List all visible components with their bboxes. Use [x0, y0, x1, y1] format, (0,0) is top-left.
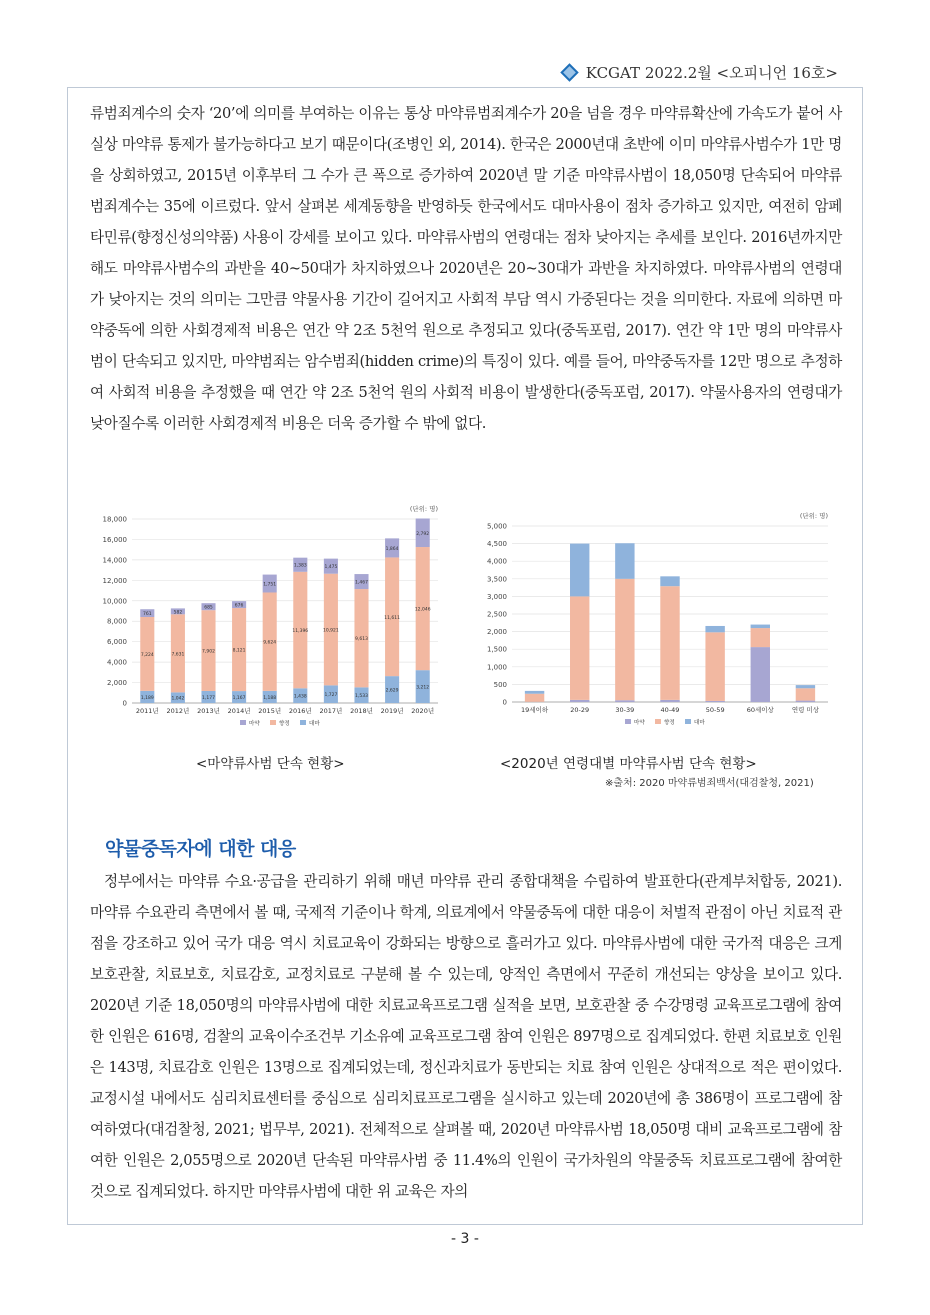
bar-segment	[660, 576, 679, 586]
legend-label: 마약	[249, 721, 260, 727]
bar-value-label: 1,533	[355, 694, 368, 700]
y-tick-label: 4,000	[486, 557, 507, 566]
bar-value-label: 1,727	[324, 693, 338, 699]
bar-segment	[705, 632, 724, 701]
bar-segment	[615, 579, 634, 700]
bar-value-label: 8,121	[232, 648, 246, 654]
bar-value-label: 11,396	[292, 629, 309, 635]
y-tick-label: 2,000	[486, 628, 507, 637]
bar-value-label: 1,188	[263, 695, 277, 701]
bar-value-label: 9,624	[263, 640, 277, 646]
x-tick-label: 19세이하	[521, 706, 549, 714]
x-tick-label: 2017년	[319, 707, 343, 715]
bar-value-label: 582	[173, 610, 183, 616]
bar-value-label: 1,177	[202, 695, 215, 701]
bar-value-label: 7,224	[140, 652, 154, 658]
chart-source: ※출처: 2020 마약류범죄백서(대검찰청, 2021)	[605, 778, 814, 789]
x-tick-label: 2014년	[227, 707, 251, 715]
chart-unit-label: (단위: 명)	[799, 512, 828, 520]
legend-label: 대마	[309, 721, 320, 727]
bar-value-label: 1,438	[293, 694, 307, 700]
bar-value-label: 676	[234, 603, 244, 609]
legend-label: 대마	[694, 720, 705, 726]
bar-segment	[615, 700, 634, 702]
x-tick-label: 60세이상	[746, 706, 774, 714]
y-tick-label: 1,500	[486, 645, 507, 654]
bar-value-label: 1,467	[355, 580, 368, 586]
y-tick-label: 4,500	[486, 540, 507, 549]
page-number: - 3 -	[451, 1231, 479, 1247]
y-tick-label: 3,500	[486, 575, 507, 584]
x-tick-label: 2012년	[166, 707, 190, 715]
bar-value-label: 1,751	[263, 582, 277, 588]
bar-segment	[796, 688, 815, 700]
y-tick-label: 2,500	[486, 610, 507, 619]
x-tick-label: 연령 미상	[791, 706, 820, 714]
x-tick-label: 20-29	[570, 706, 590, 714]
bar-value-label: 7,631	[171, 652, 185, 658]
body-paragraph-2: 정부에서는 마약류 수요·공급을 관리하기 위해 매년 마약류 관리 종합대책을 수립하여 발표한다(관계부처합동, 2021). 마약류 수요관리 측면에서 볼 때, 국제적 기준이나 학계, 의료계에서 약물중독에 대한 대응이 처벌적 관점이 아닌 치료적 관점을 강조하고 있어 국가 대응 역시 치료교육이 강화되는 방향으로 흘러가고 있다. 마약류사범에 대한 국가적 대응은 크게 보호관찰, 치료보호, 치료감호, 교정치료로 구분해 볼 수 있는데, 양적인 측면에서 꾸준히 개선되는 양상을 보이고 있다. 2020년 기준 18,050명의 마약류사범에 대한 치료교육프로그램 실적을 보면, 보호관찰 중 수강명령 교육프로그램에 참여한 인원은 616명, 검찰의 교육이수조건부 기소유예 교육프로그램 참여 인원은 897명으로 집계되었다. 한편 치료보호 인원은 143명, 치료감호 인원은 13명으로 집계되었는데, 정신과치료가 동반되는 치료 참여 인원은 상대적으로 적은 편이었다. 교정시설 내에서도 심리치료센터를 중심으로 심리치료프로그램을 실시하고 있는데 2020년에 총 386명이 프로그램에 참여하였다(대검찰청, 2021; 법무부, 2021). 전체적으로 살펴볼 때, 2020년 마약류사범 18,050명 대비 교육프로그램에 참여한 인원은 2,055명으로 2020년 단속된 마약류사범 중 11.4%의 인원이 국가차원의 약물중독 치료프로그램에 참여한 것으로 집계되었다. 하지만 마약류사범에 대한 위 교육은 자의	[90, 873, 842, 1200]
bar-segment	[570, 596, 589, 699]
bar-segment	[796, 701, 815, 702]
legend-swatch	[655, 719, 661, 724]
bar-segment	[796, 685, 815, 688]
bar-segment	[525, 691, 544, 694]
body-paragraph-1: 류범죄계수의 숫자 ‘20’에 의미를 부여하는 이유는 통상 마약류범죄계수가 20을 넘을 경우 마약류확산에 가속도가 붙어 사실상 마약류 통제가 불가능하다고 보기 때문이다(조병인 외, 2014). 한국은 2000년대 초반에 이미 마약류사범수가 1만 명을 상회하였고, 2015년 이후부터 그 수가 큰 폭으로 증가하여 2020년 말 기준 마약류사범이 18,050명 단속되어 마약류범죄계수는 35에 이르렀다. 앞서 살펴본 세계동향을 반영하듯 한국에서도 대마사용이 점차 증가하고 있지만, 여전히 암페타민류(향정신성의약품) 사용이 강세를 보이고 있다. 마약류사범의 연령대는 점차 낮아지는 추세를 보인다. 2016년까지만 해도 마약류사범수의 과반을 40~50대가 차지하였으나 2020년은 20~30대가 과반을 차지하였다. 마약류사범의 연령대가 낮아지는 것의 의미는 그만큼 약물사용 기간이 길어지고 사회적 부담 역시 가중된다는 것을 의미한다. 자료에 의하면 마약중독에 의한 사회경제적 비용은 연간 약 2조 5천억 원으로 추정되고 있다(중독포럼, 2017). 연간 약 1만 명의 마약류사범이 단속되고 있지만, 마약범죄는 암수범죄(hidden crime)의 특징이 있다. 예를 들어, 마약중독자를 12만 명으로 추정하여 사회적 비용을 추정했을 때 연간 약 2조 5천억 원의 사회적 비용이 발생한다(중독포럼, 2017). 약물사용자의 연령대가 낮아질수록 이러한 사회경제적 비용은 더욱 증가할 수 밖에 없다.	[90, 105, 842, 432]
bar-value-label: 7,902	[202, 649, 215, 655]
y-tick-label: 0	[502, 698, 507, 707]
y-tick-label: 5,000	[486, 522, 507, 531]
x-tick-label: 2011년	[135, 707, 159, 715]
legend-swatch	[240, 720, 246, 725]
y-tick-label: 4,000	[106, 658, 127, 667]
bar-segment	[705, 626, 724, 632]
bar-value-label: 761	[143, 612, 152, 618]
bar-value-label: 12,046	[414, 607, 431, 613]
x-tick-label: 2018년	[350, 707, 373, 715]
y-tick-label: 12,000	[102, 576, 127, 585]
chart1-caption: <마약류사범 단속 현황>	[196, 756, 345, 772]
chart-age-offenders	[478, 506, 838, 740]
bar-segment	[751, 625, 770, 629]
y-tick-label: 10,000	[102, 597, 127, 606]
header-text: KCGAT 2022.2월 <오피니언 16호>	[585, 64, 838, 82]
x-tick-label: 40-49	[660, 706, 680, 714]
y-tick-label: 500	[493, 680, 507, 689]
bar-value-label: 1,475	[324, 565, 338, 571]
bar-segment	[525, 694, 544, 702]
legend-swatch	[685, 719, 691, 724]
x-tick-label: 30-39	[615, 706, 635, 714]
y-tick-label: 1,000	[486, 663, 507, 672]
bar-segment	[751, 628, 770, 647]
y-tick-label: 0	[122, 699, 127, 708]
x-tick-label: 50-59	[705, 706, 725, 714]
x-tick-label: 2020년	[411, 707, 435, 715]
y-tick-label: 16,000	[102, 535, 127, 544]
bar-value-label: 1,042	[171, 696, 185, 702]
bar-value-label: 1,167	[232, 696, 246, 702]
section-title: 약물중독자에 대한 대응	[105, 838, 296, 860]
page-header	[563, 62, 838, 83]
legend-label: 향정	[279, 721, 290, 727]
x-tick-label: 2019년	[380, 707, 404, 715]
bar-segment	[660, 586, 679, 700]
bar-segment	[660, 700, 679, 702]
chart-yearly-offenders	[94, 500, 444, 740]
chart-unit-label: (단위: 명)	[409, 505, 438, 513]
bar-segment	[751, 647, 770, 702]
y-tick-label: 8,000	[106, 617, 127, 626]
bar-segment	[570, 544, 589, 597]
bar-value-label: 1,864	[385, 546, 399, 552]
x-tick-label: 2013년	[197, 707, 220, 715]
bar-segment	[705, 701, 724, 702]
y-tick-label: 3,000	[486, 592, 507, 601]
legend-swatch	[270, 720, 276, 725]
bar-value-label: 2,792	[416, 531, 430, 537]
y-tick-label: 14,000	[102, 556, 127, 565]
legend-swatch	[625, 719, 631, 724]
legend-label: 향정	[664, 720, 675, 726]
legend-label: 마약	[634, 720, 645, 726]
bar-segment	[570, 700, 589, 702]
bar-value-label: 10,921	[323, 628, 339, 634]
legend-swatch	[300, 720, 306, 725]
diamond-icon	[560, 63, 578, 81]
bar-value-label: 685	[204, 605, 213, 611]
bar-value-label: 11,611	[384, 615, 400, 621]
x-tick-label: 2016년	[288, 707, 312, 715]
chart2-caption: <2020년 연령대별 마약류사범 단속 현황>	[500, 756, 757, 772]
y-tick-label: 6,000	[106, 638, 127, 647]
x-tick-label: 2015년	[258, 707, 282, 715]
bar-value-label: 2,629	[385, 688, 399, 694]
bar-value-label: 9,613	[355, 637, 368, 643]
bar-value-label: 1,383	[293, 563, 307, 569]
bar-value-label: 3,212	[416, 685, 430, 691]
chart-yearly-svg	[94, 500, 444, 740]
bar-segment	[615, 543, 634, 579]
chart-age-svg	[478, 506, 838, 740]
y-tick-label: 18,000	[102, 515, 127, 524]
bar-value-label: 1,189	[140, 695, 154, 701]
y-tick-label: 2,000	[106, 679, 127, 688]
